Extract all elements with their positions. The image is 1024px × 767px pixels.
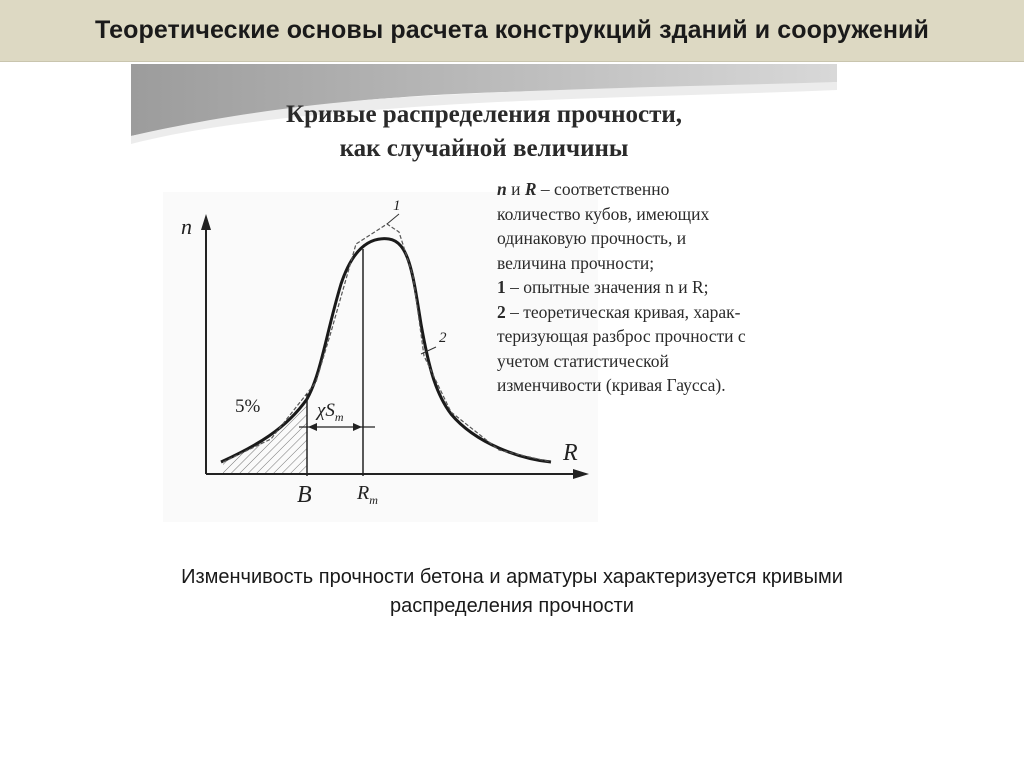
legend-line: теризующая разброс прочности с (497, 326, 746, 346)
figure-title-line-2: как случайной величины (339, 135, 629, 162)
legend-text: – опытные значения n и R; (505, 277, 709, 297)
strength-distribution-figure (131, 64, 837, 554)
rm-label (357, 482, 378, 508)
legend-line: величина прочности; (497, 252, 655, 273)
legend-line: количество кубов, имеющих (497, 203, 710, 224)
header-bar (0, 0, 1024, 62)
legend-n-symbol: n (497, 179, 507, 199)
percent-label: 5% (235, 396, 261, 417)
x-axis-label: R (563, 440, 578, 466)
caption-line-1: Изменчивость прочности бетона и арматуры характеризуется кривыми (181, 566, 843, 588)
chi-sm-label-sub: m (334, 409, 344, 424)
rm-label-sub: m (369, 493, 378, 507)
figure-title-line-1: Кривые распределения прочности, (285, 101, 683, 128)
curve-2-label: 2 (439, 330, 447, 346)
legend-line (497, 275, 827, 300)
legend-line: изменчивости (кривая Гаусса). (497, 375, 726, 395)
legend-number: 2 (497, 301, 506, 322)
page-title: Теоретические основы расчета конструкций зданий и сооружений (94, 16, 929, 44)
curve-1-label: 1 (393, 198, 401, 214)
legend-number: 1 (497, 277, 506, 297)
legend-line (497, 300, 827, 325)
rm-label-main: R (357, 482, 370, 504)
slide-caption (40, 563, 984, 621)
legend-line (497, 177, 827, 202)
chi-sm-label (317, 400, 344, 425)
b-label: B (297, 482, 312, 508)
caption-line-2: распределения прочности (390, 595, 634, 617)
legend-text: – соответственно (536, 179, 670, 199)
legend-r-symbol: R (524, 179, 537, 199)
legend-line: учетом статистической (497, 350, 669, 371)
figure-legend (497, 177, 827, 398)
legend-text: и (506, 179, 525, 199)
y-axis-label: n (181, 214, 192, 239)
legend-text: – теоретическая кривая, харак- (505, 301, 741, 322)
legend-line: одинаковую прочность, и (497, 228, 687, 248)
chi-sm-label-main: χS (317, 400, 335, 421)
